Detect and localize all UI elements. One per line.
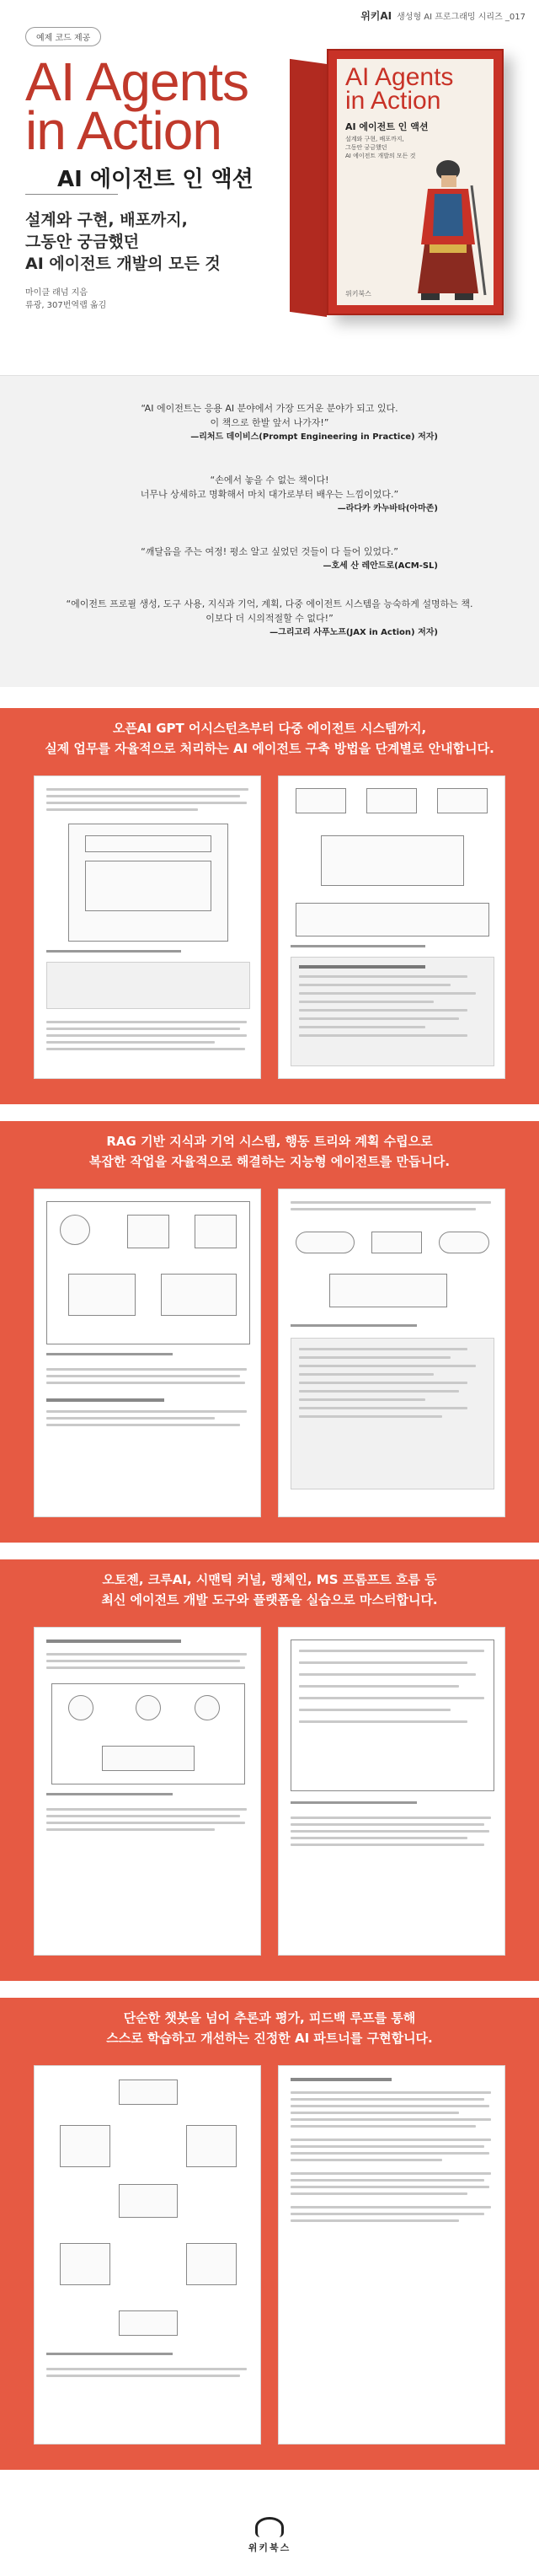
quote-2-line1: “손에서 놓을 수 없는 책이다! — [210, 475, 329, 486]
hero-subtitle: AI 에이전트 인 액션 — [57, 167, 253, 192]
book-title-line2: in Action — [345, 87, 441, 115]
series-label — [360, 8, 526, 23]
section-3-line2: 최신 에이전트 개발 도구와 플랫폼을 실습으로 마스터합니다. — [101, 1592, 438, 1607]
feature-section-4 — [0, 1998, 539, 2470]
section-2-page-right — [278, 1189, 505, 1517]
book-tagline-1: 설계와 구현, 배포까지, — [345, 136, 404, 142]
section-1-line1: 오픈AI GPT 어시스턴츠부터 다중 에이전트 시스템까지, — [112, 721, 427, 736]
section-2-headline — [17, 1131, 522, 1172]
hero-title — [25, 51, 248, 161]
quote-1-line2: 이 책으로 한발 앞서 나가자!” — [210, 417, 329, 428]
quote-3 — [51, 545, 488, 573]
book-cover — [327, 49, 504, 315]
quote-4-source: —그리고리 사푸노프(JAX in Action) 저자) — [270, 628, 438, 637]
section-3-page-left — [34, 1627, 261, 1956]
quote-1-source: —리처드 데이비스(Prompt Engineering in Practice) 저자) — [190, 432, 438, 442]
feature-section-3 — [0, 1559, 539, 1981]
section-4-line1: 단순한 챗봇을 넘어 추론과 평가, 피드백 루프를 통해 — [123, 2010, 416, 2026]
book-title — [345, 63, 454, 115]
section-4-headline — [17, 2008, 522, 2048]
section-2-line1: RAG 기반 지식과 기억 시스템, 행동 트리와 계획 수립으로 — [106, 1134, 433, 1149]
section-3-headline — [17, 1570, 522, 1610]
quote-3-source: —호세 산 레안드로(ACM-SL) — [323, 561, 438, 571]
section-1-page-right — [278, 775, 505, 1079]
quote-2-line2: 너무나 상세하고 명확해서 마치 대가로부터 배우는 느낌이었다.” — [140, 489, 399, 500]
hero-divider — [25, 194, 118, 195]
section-4-line2: 스스로 학습하고 개선하는 진정한 AI 파트너를 구현합니다. — [106, 2031, 433, 2046]
hero-title-line1: AI Agents — [25, 51, 248, 112]
series-mark: 위키AI — [360, 10, 392, 22]
review-quotes — [0, 375, 539, 687]
hero-desc-line3: AI 에이전트 개발의 모든 것 — [25, 255, 221, 273]
footer — [0, 2495, 539, 2576]
publisher-logo-icon — [255, 2517, 284, 2537]
book-cover-inner — [337, 59, 494, 305]
section-3-line1: 오토젠, 크루AI, 시맨틱 커널, 랭체인, MS 프롬프트 흐름 등 — [102, 1572, 437, 1587]
translator-line: 류광, 307번역랩 옮김 — [25, 301, 107, 310]
book-tagline-3: AI 에이전트 개발의 모든 것 — [345, 153, 416, 159]
hero-description — [25, 209, 221, 275]
section-1-page-left — [34, 775, 261, 1079]
hero-desc-line2: 그동안 궁금했던 — [25, 233, 140, 251]
section-1-headline — [17, 718, 522, 759]
hero-title-line2: in Action — [25, 100, 221, 161]
code-provided-badge: 예제 코드 제공 — [25, 27, 101, 46]
quote-4-line1: “에이전트 프로필 생성, 도구 사용, 지식과 기억, 계획, 다중 에이전트 시스템을 능숙하게 설명하는 책. — [66, 598, 473, 609]
author-line: 마이클 래넘 지음 — [25, 288, 88, 298]
book-publisher: 위키북스 — [345, 290, 371, 298]
book-spine — [290, 59, 327, 317]
feature-section-1 — [0, 708, 539, 1104]
quote-1 — [51, 401, 488, 444]
section-2-page-left — [34, 1189, 261, 1517]
quote-3-line1: “깨달음을 주는 여정! 평소 알고 싶었던 것들이 다 들어 있었다.” — [141, 546, 398, 557]
hero — [0, 0, 539, 375]
book-tagline-2: 그동안 궁금했던 — [345, 144, 387, 151]
publisher-name: 위키북스 — [248, 2542, 291, 2553]
quote-4-line2: 이보다 더 시의적절할 수 없다!” — [205, 613, 334, 624]
quote-4 — [51, 597, 488, 640]
hero-desc-line1: 설계와 구현, 배포까지, — [25, 211, 188, 229]
book-subtitle: AI 에이전트 인 액션 — [345, 121, 429, 132]
book-title-line1: AI Agents — [345, 63, 454, 91]
section-3-page-right — [278, 1627, 505, 1956]
quote-2 — [51, 473, 488, 516]
quote-2-source: —라다카 카누바타(아마존) — [337, 504, 438, 513]
section-2-line2: 복잡한 작업을 자율적으로 해결하는 지능형 에이전트를 만듭니다. — [88, 1154, 451, 1169]
feature-section-2 — [0, 1121, 539, 1543]
section-4-page-right — [278, 2065, 505, 2445]
section-1-line2: 실제 업무를 자율적으로 처리하는 AI 에이전트 구축 방법을 단계별로 안내합니다. — [45, 741, 494, 756]
quote-1-line1: “AI 에이전트는 응용 AI 분야에서 가장 뜨거운 분야가 되고 있다. — [141, 403, 398, 414]
samurai-illustration — [404, 152, 488, 303]
hero-author — [25, 287, 106, 312]
publisher-logo — [248, 2517, 291, 2554]
series-text: 생성형 AI 프로그래밍 시리즈 _017 — [397, 13, 526, 22]
section-4-page-left — [34, 2065, 261, 2445]
